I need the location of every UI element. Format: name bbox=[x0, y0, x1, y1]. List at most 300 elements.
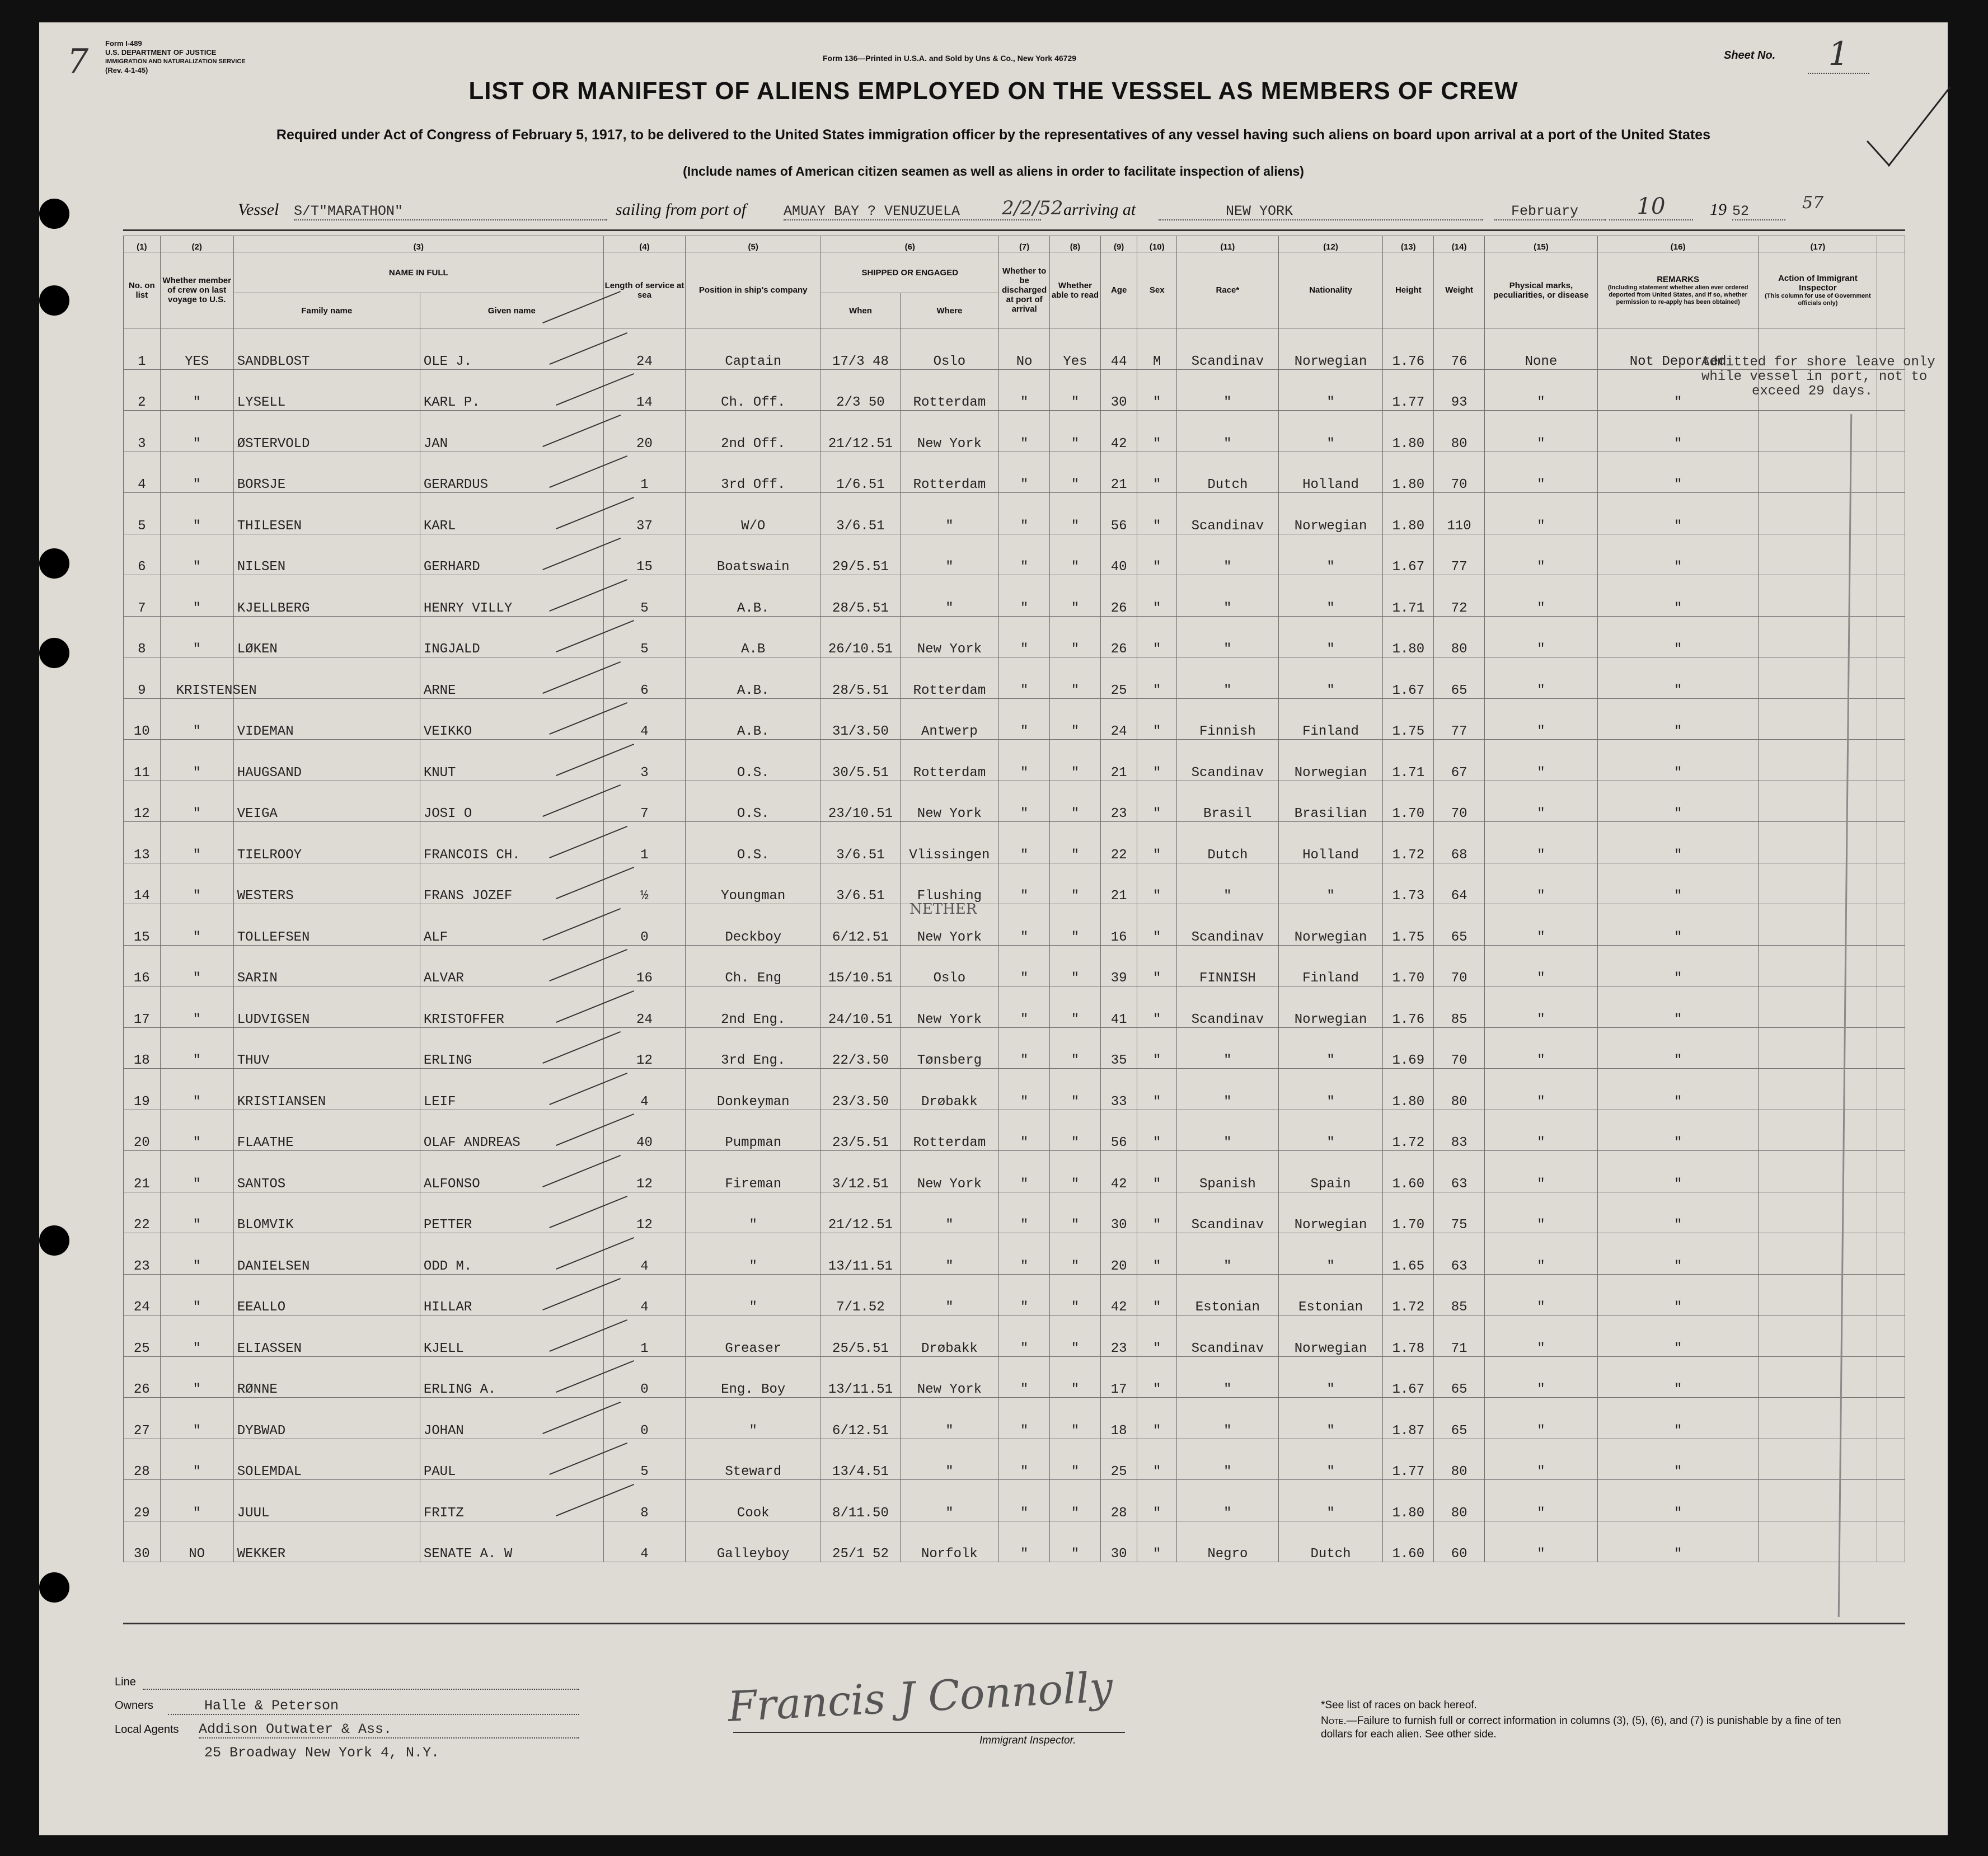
table-row bbox=[124, 1233, 1905, 1275]
cell-remarks: " bbox=[1597, 1110, 1759, 1151]
cell-able-to-read: " bbox=[1050, 986, 1101, 1028]
cell-height: 1.73 bbox=[1383, 863, 1434, 904]
cell-inspector-action bbox=[1759, 781, 1877, 822]
cell-able-to-read: " bbox=[1050, 1151, 1101, 1192]
cell-physical-marks: " bbox=[1485, 1274, 1598, 1315]
cell-family-name: JUUL bbox=[233, 1480, 420, 1521]
cell-previous-voyage: YES bbox=[160, 328, 233, 370]
cell-able-to-read: " bbox=[1050, 493, 1101, 534]
cell-sex: " bbox=[1137, 657, 1177, 699]
cell-race: Estonian bbox=[1177, 1274, 1279, 1315]
cell-physical-marks: " bbox=[1485, 452, 1598, 493]
cell-nationality: " bbox=[1278, 575, 1383, 617]
cell-previous-voyage: " bbox=[160, 1069, 233, 1110]
cell-given-name: ERLING A. bbox=[420, 1356, 603, 1398]
cell-service-years: 12 bbox=[603, 1151, 685, 1192]
cell-sex: " bbox=[1137, 1480, 1177, 1521]
cell-remarks: " bbox=[1597, 945, 1759, 986]
cell-age: 40 bbox=[1100, 534, 1137, 575]
cell-race: Scandinav bbox=[1177, 1192, 1279, 1233]
cell-physical-marks: " bbox=[1485, 904, 1598, 946]
cell-inspector-action bbox=[1759, 1027, 1877, 1069]
cell-ship-position: Ch. Off. bbox=[686, 369, 821, 411]
cell-list-number: 9 bbox=[124, 657, 161, 699]
cell-family-name: BLOMVIK bbox=[233, 1192, 420, 1233]
cell-height: 1.75 bbox=[1383, 904, 1434, 946]
cell-ship-position: Donkeyman bbox=[686, 1069, 821, 1110]
cell-age: 28 bbox=[1100, 1480, 1137, 1521]
cell-age: 44 bbox=[1100, 328, 1137, 370]
cell-remarks: " bbox=[1597, 863, 1759, 904]
cell-engaged-where: New York bbox=[900, 616, 999, 657]
cell-engaged-where: Antwerp bbox=[900, 698, 999, 740]
cell-remarks: " bbox=[1597, 822, 1759, 863]
cell-physical-marks: " bbox=[1485, 1027, 1598, 1069]
cell-sex: " bbox=[1137, 781, 1177, 822]
cell-list-number: 19 bbox=[124, 1069, 161, 1110]
table-row bbox=[124, 452, 1905, 493]
cell-able-to-read: " bbox=[1050, 1027, 1101, 1069]
cell-engaged-where: Rotterdam bbox=[900, 657, 999, 699]
cell-height: 1.70 bbox=[1383, 781, 1434, 822]
cell-nationality: " bbox=[1278, 1439, 1383, 1480]
cell-engaged-when: 3/6.51 bbox=[821, 822, 900, 863]
cell-nationality: Holland bbox=[1278, 452, 1383, 493]
table-row bbox=[124, 698, 1905, 740]
cell-sex: " bbox=[1137, 1110, 1177, 1151]
cell-list-number: 29 bbox=[124, 1480, 161, 1521]
cell-family-name: FLAATHE bbox=[233, 1110, 420, 1151]
cell-engaged-when: 13/11.51 bbox=[821, 1233, 900, 1275]
cell-age: 21 bbox=[1100, 863, 1137, 904]
cell-race: Scandinav bbox=[1177, 493, 1279, 534]
cell-inspector-action bbox=[1759, 863, 1877, 904]
cell-physical-marks: " bbox=[1485, 1069, 1598, 1110]
cell-family-name: LYSELL bbox=[233, 369, 420, 411]
table-row bbox=[124, 534, 1905, 575]
owners-label: Owners bbox=[115, 1699, 153, 1712]
cell-list-number: 8 bbox=[124, 616, 161, 657]
cell-spare bbox=[1877, 1274, 1905, 1315]
cell-weight: 93 bbox=[1434, 369, 1485, 411]
cell-race: " bbox=[1177, 863, 1279, 904]
cell-engaged-where: New York bbox=[900, 781, 999, 822]
arrival-year-prefix: 19 bbox=[1710, 200, 1727, 219]
manifest-note: (Include names of American citizen seamen as well as aliens in order to facilitate inspection of aliens) bbox=[683, 164, 1304, 178]
cell-ship-position: Boatswain bbox=[686, 534, 821, 575]
cell-race: Dutch bbox=[1177, 822, 1279, 863]
cell-list-number: 6 bbox=[124, 534, 161, 575]
cell-family-name: DANIELSEN bbox=[233, 1233, 420, 1275]
cell-discharged: " bbox=[999, 1233, 1050, 1275]
cell-given-name: HILLAR bbox=[420, 1274, 603, 1315]
cell-weight: 110 bbox=[1434, 493, 1485, 534]
note-text: —Failure to furnish full or correct information in columns (3), (5), (6), and (7) is punishable by a fine of ten dollars for each alien. See other side. bbox=[1321, 1715, 1841, 1740]
handwritten-nether-note: NETHER bbox=[909, 901, 977, 918]
cell-sex: " bbox=[1137, 904, 1177, 946]
cell-discharged: " bbox=[999, 1027, 1050, 1069]
cell-nationality: Brasilian bbox=[1278, 781, 1383, 822]
cell-sex: " bbox=[1137, 1398, 1177, 1439]
cell-physical-marks: None bbox=[1485, 328, 1598, 370]
cell-age: 39 bbox=[1100, 945, 1137, 986]
cell-age: 30 bbox=[1100, 369, 1137, 411]
cell-ship-position: Galleyboy bbox=[686, 1521, 821, 1562]
cell-race: " bbox=[1177, 1233, 1279, 1275]
header-sex: Sex bbox=[1137, 252, 1177, 328]
cell-engaged-where: New York bbox=[900, 1151, 999, 1192]
cell-physical-marks: " bbox=[1485, 945, 1598, 986]
cell-nationality: Finland bbox=[1278, 698, 1383, 740]
cell-inspector-action bbox=[1759, 1151, 1877, 1192]
sailing-from-port: AMUAY BAY ? VENUZUELA bbox=[784, 203, 1041, 220]
cell-spare bbox=[1877, 616, 1905, 657]
cell-sex: " bbox=[1137, 575, 1177, 617]
cell-spare bbox=[1877, 1439, 1905, 1480]
cell-engaged-when: 6/12.51 bbox=[821, 904, 900, 946]
cell-age: 56 bbox=[1100, 1110, 1137, 1151]
table-row bbox=[124, 493, 1905, 534]
owners-value: Halle & Peterson bbox=[168, 1698, 579, 1715]
cell-previous-voyage: " bbox=[160, 1315, 233, 1357]
cell-race: Dutch bbox=[1177, 452, 1279, 493]
cell-sex: " bbox=[1137, 986, 1177, 1028]
cell-inspector-action bbox=[1759, 1356, 1877, 1398]
table-row bbox=[124, 616, 1905, 657]
cell-height: 1.72 bbox=[1383, 822, 1434, 863]
signature-caption: Immigrant Inspector. bbox=[979, 1735, 1076, 1746]
cell-engaged-where: " bbox=[900, 1480, 999, 1521]
cell-discharged: " bbox=[999, 863, 1050, 904]
table-row bbox=[124, 1315, 1905, 1357]
cell-engaged-where: " bbox=[900, 575, 999, 617]
cell-physical-marks: " bbox=[1485, 1315, 1598, 1357]
cell-previous-voyage: " bbox=[160, 986, 233, 1028]
cell-sex: " bbox=[1137, 822, 1177, 863]
cell-height: 1.65 bbox=[1383, 1233, 1434, 1275]
cell-previous-voyage: NO bbox=[160, 1521, 233, 1562]
table-row bbox=[124, 1027, 1905, 1069]
cell-race: " bbox=[1177, 411, 1279, 452]
cell-discharged: " bbox=[999, 575, 1050, 617]
cell-spare bbox=[1877, 1027, 1905, 1069]
cell-service-years: 12 bbox=[603, 1192, 685, 1233]
cell-able-to-read: " bbox=[1050, 534, 1101, 575]
cell-spare bbox=[1877, 452, 1905, 493]
cell-service-years: 4 bbox=[603, 1069, 685, 1110]
col-num-13: (13) bbox=[1383, 236, 1434, 252]
cell-weight: 65 bbox=[1434, 1356, 1485, 1398]
col-num-15: (15) bbox=[1485, 236, 1598, 252]
cell-family-name: HAUGSAND bbox=[233, 740, 420, 781]
cell-discharged: " bbox=[999, 781, 1050, 822]
col-num-17: (17) bbox=[1759, 236, 1877, 252]
cell-remarks: " bbox=[1597, 698, 1759, 740]
failure-note bbox=[1321, 1714, 1858, 1741]
cell-engaged-when: 22/3.50 bbox=[821, 1027, 900, 1069]
cell-previous-voyage: " bbox=[160, 411, 233, 452]
cell-list-number: 25 bbox=[124, 1315, 161, 1357]
cell-able-to-read: " bbox=[1050, 1110, 1101, 1151]
cell-remarks: " bbox=[1597, 657, 1759, 699]
cell-nationality: Norwegian bbox=[1278, 740, 1383, 781]
cell-engaged-when: 21/12.51 bbox=[821, 411, 900, 452]
cell-nationality: " bbox=[1278, 657, 1383, 699]
cell-engaged-when: 6/12.51 bbox=[821, 1398, 900, 1439]
cell-remarks: " bbox=[1597, 452, 1759, 493]
inspector-signature: Francis J Connolly bbox=[726, 1663, 1114, 1731]
cell-race: " bbox=[1177, 1027, 1279, 1069]
cell-previous-voyage: " bbox=[160, 369, 233, 411]
cell-age: 20 bbox=[1100, 1233, 1137, 1275]
cell-inspector-action bbox=[1759, 986, 1877, 1028]
form-number: Form I-489 bbox=[105, 39, 142, 48]
cell-weight: 77 bbox=[1434, 534, 1485, 575]
cell-engaged-where: " bbox=[900, 1439, 999, 1480]
cell-ship-position: A.B. bbox=[686, 698, 821, 740]
cell-race: " bbox=[1177, 1439, 1279, 1480]
cell-given-name: FRANCOIS CH. bbox=[420, 822, 603, 863]
cell-race: Scandinav bbox=[1177, 740, 1279, 781]
cell-age: 56 bbox=[1100, 493, 1137, 534]
cell-weight: 70 bbox=[1434, 452, 1485, 493]
cell-nationality: Norwegian bbox=[1278, 1192, 1383, 1233]
cell-nationality: Spain bbox=[1278, 1151, 1383, 1192]
cell-weight: 80 bbox=[1434, 1480, 1485, 1521]
cell-sex: " bbox=[1137, 863, 1177, 904]
col-num-12: (12) bbox=[1278, 236, 1383, 252]
cell-spare bbox=[1877, 411, 1905, 452]
cell-inspector-action bbox=[1759, 1521, 1877, 1562]
cell-remarks: " bbox=[1597, 986, 1759, 1028]
cell-inspector-action bbox=[1759, 493, 1877, 534]
cell-engaged-when: 25/1 52 bbox=[821, 1521, 900, 1562]
cell-height: 1.72 bbox=[1383, 1274, 1434, 1315]
cell-race: " bbox=[1177, 1069, 1279, 1110]
cell-list-number: 3 bbox=[124, 411, 161, 452]
cell-nationality: " bbox=[1278, 1027, 1383, 1069]
cell-discharged: " bbox=[999, 1439, 1050, 1480]
col-num-spare bbox=[1877, 236, 1905, 252]
admitted-note bbox=[1701, 355, 1935, 399]
cell-engaged-when: 23/3.50 bbox=[821, 1069, 900, 1110]
cell-able-to-read: " bbox=[1050, 411, 1101, 452]
cell-family-name: BORSJE bbox=[233, 452, 420, 493]
cell-height: 1.75 bbox=[1383, 698, 1434, 740]
cell-family-name: NILSEN bbox=[233, 534, 420, 575]
local-agents-address: 25 Broadway New York 4, N.Y. bbox=[204, 1745, 440, 1761]
cell-engaged-where: " bbox=[900, 493, 999, 534]
cell-race: Negro bbox=[1177, 1521, 1279, 1562]
cell-given-name: KJELL bbox=[420, 1315, 603, 1357]
cell-family-name: THUV bbox=[233, 1027, 420, 1069]
cell-previous-voyage: " bbox=[160, 698, 233, 740]
cell-service-years: 14 bbox=[603, 369, 685, 411]
cell-nationality: Norwegian bbox=[1278, 328, 1383, 370]
cell-age: 26 bbox=[1100, 575, 1137, 617]
cell-inspector-action bbox=[1759, 1110, 1877, 1151]
cell-height: 1.67 bbox=[1383, 1356, 1434, 1398]
cell-given-name: FRITZ bbox=[420, 1480, 603, 1521]
cell-weight: 72 bbox=[1434, 575, 1485, 617]
table-row bbox=[124, 328, 1905, 370]
cell-age: 25 bbox=[1100, 657, 1137, 699]
cell-engaged-when: 2/3 50 bbox=[821, 369, 900, 411]
cell-nationality: Norwegian bbox=[1278, 1315, 1383, 1357]
cell-discharged: " bbox=[999, 904, 1050, 946]
cell-able-to-read: " bbox=[1050, 945, 1101, 986]
cell-remarks: Not Deported bbox=[1597, 328, 1759, 370]
sheet-number-value: 1 bbox=[1808, 35, 1869, 74]
cell-able-to-read: " bbox=[1050, 1315, 1101, 1357]
cell-weight: 80 bbox=[1434, 1439, 1485, 1480]
cell-race: Spanish bbox=[1177, 1151, 1279, 1192]
header-height: Height bbox=[1383, 252, 1434, 328]
cell-ship-position: W/O bbox=[686, 493, 821, 534]
cell-sex: " bbox=[1137, 534, 1177, 575]
cell-physical-marks: " bbox=[1485, 369, 1598, 411]
cell-discharged: No bbox=[999, 328, 1050, 370]
col-num-6: (6) bbox=[821, 236, 999, 252]
cell-weight: 71 bbox=[1434, 1315, 1485, 1357]
cell-given-name: JAN bbox=[420, 411, 603, 452]
cell-list-number: 28 bbox=[124, 1439, 161, 1480]
table-row bbox=[124, 740, 1905, 781]
table-row bbox=[124, 1110, 1905, 1151]
cell-ship-position: Deckboy bbox=[686, 904, 821, 946]
cell-race: Scandinav bbox=[1177, 328, 1279, 370]
cell-given-name: GERARDUS bbox=[420, 452, 603, 493]
cell-nationality: " bbox=[1278, 411, 1383, 452]
table-row bbox=[124, 1192, 1905, 1233]
cell-weight: 80 bbox=[1434, 1069, 1485, 1110]
cell-race: " bbox=[1177, 1480, 1279, 1521]
cell-physical-marks: " bbox=[1485, 534, 1598, 575]
table-row bbox=[124, 575, 1905, 617]
service-name: IMMIGRATION AND NATURALIZATION SERVICE bbox=[105, 58, 246, 65]
cell-physical-marks: " bbox=[1485, 1480, 1598, 1521]
header-family-name: Family name bbox=[233, 293, 420, 328]
header-remarks-note: (Including statement whether alien ever ordered deported from United States, and if so, whether permission to re-apply has been obtained) bbox=[1607, 284, 1748, 306]
cell-engaged-where: Drøbakk bbox=[900, 1069, 999, 1110]
cell-list-number: 11 bbox=[124, 740, 161, 781]
cell-engaged-where: New York bbox=[900, 411, 999, 452]
cell-discharged: " bbox=[999, 411, 1050, 452]
cell-sex: " bbox=[1137, 1356, 1177, 1398]
cell-able-to-read: " bbox=[1050, 904, 1101, 946]
cell-age: 35 bbox=[1100, 1027, 1137, 1069]
cell-spare bbox=[1877, 781, 1905, 822]
cell-nationality: " bbox=[1278, 616, 1383, 657]
cell-ship-position: 3rd Eng. bbox=[686, 1027, 821, 1069]
cell-family-name: THILESEN bbox=[233, 493, 420, 534]
cell-nationality: " bbox=[1278, 863, 1383, 904]
cell-nationality: " bbox=[1278, 1069, 1383, 1110]
cell-engaged-when: 13/4.51 bbox=[821, 1439, 900, 1480]
cell-able-to-read: " bbox=[1050, 822, 1101, 863]
cell-service-years: 1 bbox=[603, 452, 685, 493]
cell-given-name: ERLING bbox=[420, 1027, 603, 1069]
cell-engaged-when: 25/5.51 bbox=[821, 1315, 900, 1357]
header-physical-marks: Physical marks, peculiarities, or disease bbox=[1485, 252, 1598, 328]
cell-service-years: 40 bbox=[603, 1110, 685, 1151]
header-inspector-action bbox=[1759, 252, 1877, 328]
cell-height: 1.67 bbox=[1383, 657, 1434, 699]
col-num-7: (7) bbox=[999, 236, 1050, 252]
cell-previous-voyage: " bbox=[160, 1151, 233, 1192]
cell-engaged-when: 29/5.51 bbox=[821, 534, 900, 575]
cell-height: 1.78 bbox=[1383, 1315, 1434, 1357]
cell-previous-voyage: " bbox=[160, 1192, 233, 1233]
cell-discharged: " bbox=[999, 657, 1050, 699]
cell-remarks: " bbox=[1597, 369, 1759, 411]
cell-physical-marks: " bbox=[1485, 1233, 1598, 1275]
cell-ship-position: Pumpman bbox=[686, 1110, 821, 1151]
cell-inspector-action bbox=[1759, 411, 1877, 452]
cell-discharged: " bbox=[999, 1356, 1050, 1398]
cell-ship-position: " bbox=[686, 1233, 821, 1275]
cell-service-years: 3 bbox=[603, 740, 685, 781]
cell-remarks: " bbox=[1597, 493, 1759, 534]
cell-discharged: " bbox=[999, 986, 1050, 1028]
cell-nationality: " bbox=[1278, 1480, 1383, 1521]
col-num-10: (10) bbox=[1137, 236, 1177, 252]
cell-given-name: KRISTOFFER bbox=[420, 986, 603, 1028]
cell-spare bbox=[1877, 904, 1905, 946]
cell-ship-position: A.B bbox=[686, 616, 821, 657]
cell-service-years: 8 bbox=[603, 1480, 685, 1521]
cell-spare bbox=[1877, 863, 1905, 904]
cell-spare bbox=[1877, 1398, 1905, 1439]
cell-nationality: Estonian bbox=[1278, 1274, 1383, 1315]
cell-spare bbox=[1877, 1192, 1905, 1233]
col-num-14: (14) bbox=[1434, 236, 1485, 252]
admitted-note-line-2: while vessel in port, not to bbox=[1701, 369, 1928, 384]
header-remarks bbox=[1597, 252, 1759, 328]
cell-physical-marks: " bbox=[1485, 822, 1598, 863]
cell-height: 1.71 bbox=[1383, 740, 1434, 781]
col-num-2: (2) bbox=[160, 236, 233, 252]
cell-service-years: ½ bbox=[603, 863, 685, 904]
arriving-port: NEW YORK bbox=[1159, 203, 1483, 220]
cell-previous-voyage: " bbox=[160, 1480, 233, 1521]
cell-service-years: 16 bbox=[603, 945, 685, 986]
cell-inspector-action bbox=[1759, 740, 1877, 781]
cell-spare bbox=[1877, 1069, 1905, 1110]
cell-family-name: KRISTIANSEN bbox=[233, 1069, 420, 1110]
vessel-name: S/T"MARATHON" bbox=[294, 203, 607, 220]
cell-weight: 67 bbox=[1434, 740, 1485, 781]
cell-family-name: WEKKER bbox=[233, 1521, 420, 1562]
cell-able-to-read: " bbox=[1050, 781, 1101, 822]
admitted-note-line-1: Admitted for shore leave only bbox=[1701, 355, 1935, 370]
cell-service-years: 7 bbox=[603, 781, 685, 822]
cell-list-number: 17 bbox=[124, 986, 161, 1028]
cell-ship-position: A.B. bbox=[686, 575, 821, 617]
header-length-of-service: Length of service at sea bbox=[603, 252, 685, 328]
cell-weight: 65 bbox=[1434, 1398, 1485, 1439]
cell-height: 1.77 bbox=[1383, 1439, 1434, 1480]
cell-engaged-where: Vlissingen bbox=[900, 822, 999, 863]
sheet-number-label: Sheet No. bbox=[1724, 49, 1776, 62]
cell-discharged: " bbox=[999, 1398, 1050, 1439]
cell-list-number: 1 bbox=[124, 328, 161, 370]
cell-discharged: " bbox=[999, 369, 1050, 411]
cell-previous-voyage: " bbox=[160, 863, 233, 904]
cell-given-name: ODD M. bbox=[420, 1233, 603, 1275]
cell-service-years: 20 bbox=[603, 411, 685, 452]
cell-service-years: 5 bbox=[603, 616, 685, 657]
